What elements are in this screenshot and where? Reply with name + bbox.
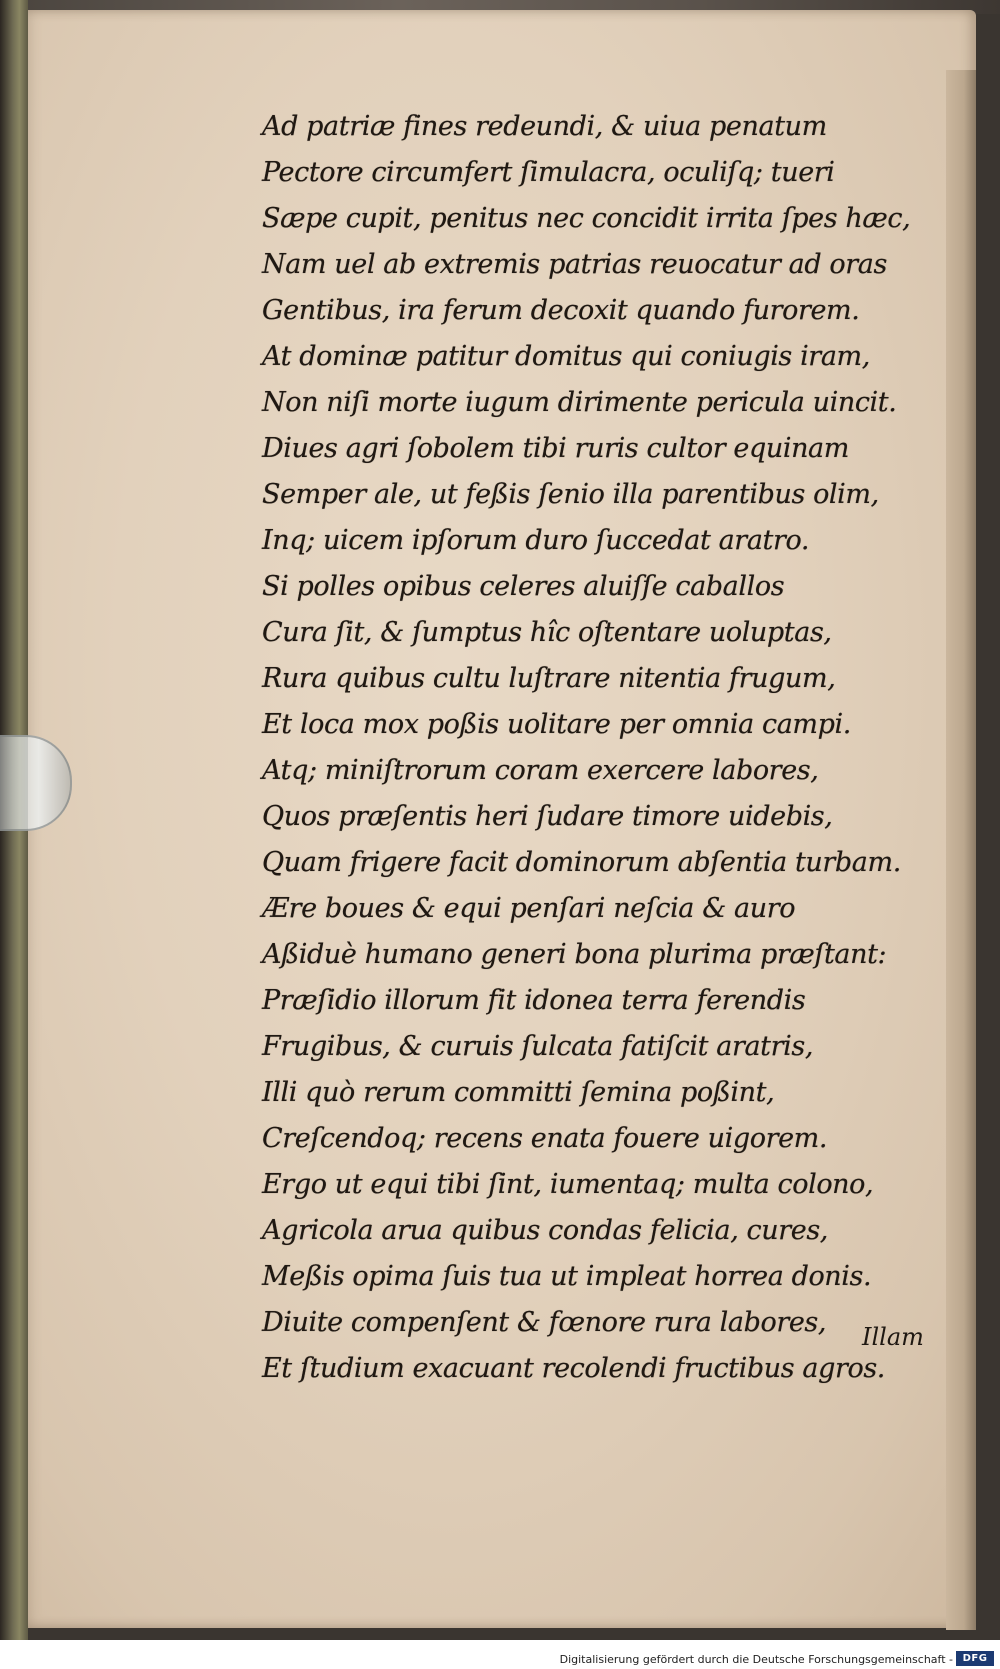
- poem-text-block: [262, 104, 942, 1392]
- verse-line: Cura ſit, & ſumptus hîc oſtentare uoluptas,: [262, 617, 832, 648]
- verse-line: Meßis opima ſuis tua ut impleat horrea donis.: [262, 1261, 872, 1292]
- verse-line: Quos præſentis heri ſudare timore uidebis,: [262, 801, 833, 832]
- verse-line: Ære boues & equi penſari neſcia & auro: [262, 893, 796, 924]
- verse-line: Creſcendoq; recens enata fouere uigorem.: [262, 1123, 828, 1154]
- verse-line: Diues agri ſobolem tibi ruris cultor equinam: [262, 433, 849, 464]
- verse-line: Diuite compenſent & fœnore rura labores,: [262, 1307, 827, 1338]
- verse-line: Præſidio illorum fit idonea terra ferendis: [262, 985, 806, 1016]
- verse-line: Rura quibus cultu luſtrare nitentia frugum,: [262, 663, 836, 694]
- verse-line: Sæpe cupit, penitus nec concidit irrita ſpes hæc,: [262, 203, 911, 234]
- verse-line: Illi quò rerum committi ſemina poßint,: [262, 1077, 775, 1108]
- funding-credit: Digitalisierung gefördert durch die Deutsche Forschungsgemeinschaft -: [559, 1653, 953, 1666]
- next-page-edge: [946, 70, 976, 1630]
- verse-line: Aßiduè humano generi bona plurima præſtant:: [262, 939, 887, 970]
- verse-line: Inq; uicem ipſorum duro ſuccedat aratro.: [262, 525, 810, 556]
- verse-line: Nam uel ab extremis patrias reuocatur ad oras: [262, 249, 887, 280]
- dfg-logo-icon: DFG: [956, 1651, 994, 1666]
- verse-line: Et ſtudium exacuant recolendi fructibus agros.: [262, 1353, 885, 1384]
- verse-line: Non niſi morte iugum dirimente pericula uincit.: [262, 387, 897, 418]
- verse-line: Atq; miniſtrorum coram exercere labores,: [262, 755, 819, 786]
- verse-line: At dominæ patitur domitus qui coniugis iram,: [262, 341, 870, 372]
- verse-line: Frugibus, & curuis ſulcata fatiſcit aratris,: [262, 1031, 813, 1062]
- verse-line: Agricola arua quibus condas felicia, cures,: [262, 1215, 828, 1246]
- verse-line: Gentibus, ira ferum decoxit quando furorem.: [262, 295, 860, 326]
- verse-line: Pectore circumfert ſimulacra, oculiſq; tueri: [262, 157, 835, 188]
- verse-line: Quam frigere facit dominorum abſentia turbam.: [262, 847, 901, 878]
- verse-line: Semper ale, ut feßis ſenio illa parentibus olim,: [262, 479, 879, 510]
- verse-line: Et loca mox poßis uolitare per omnia campi.: [262, 709, 851, 740]
- verse-line: Si polles opibus celeres aluiſſe caballos: [262, 571, 785, 602]
- catchword: Illam: [862, 1323, 924, 1351]
- verse-line: Ergo ut equi tibi ſint, iumentaq; multa colono,: [262, 1169, 874, 1200]
- verse-line: Ad patriæ fines redeundi, & uiua penatum: [262, 111, 827, 142]
